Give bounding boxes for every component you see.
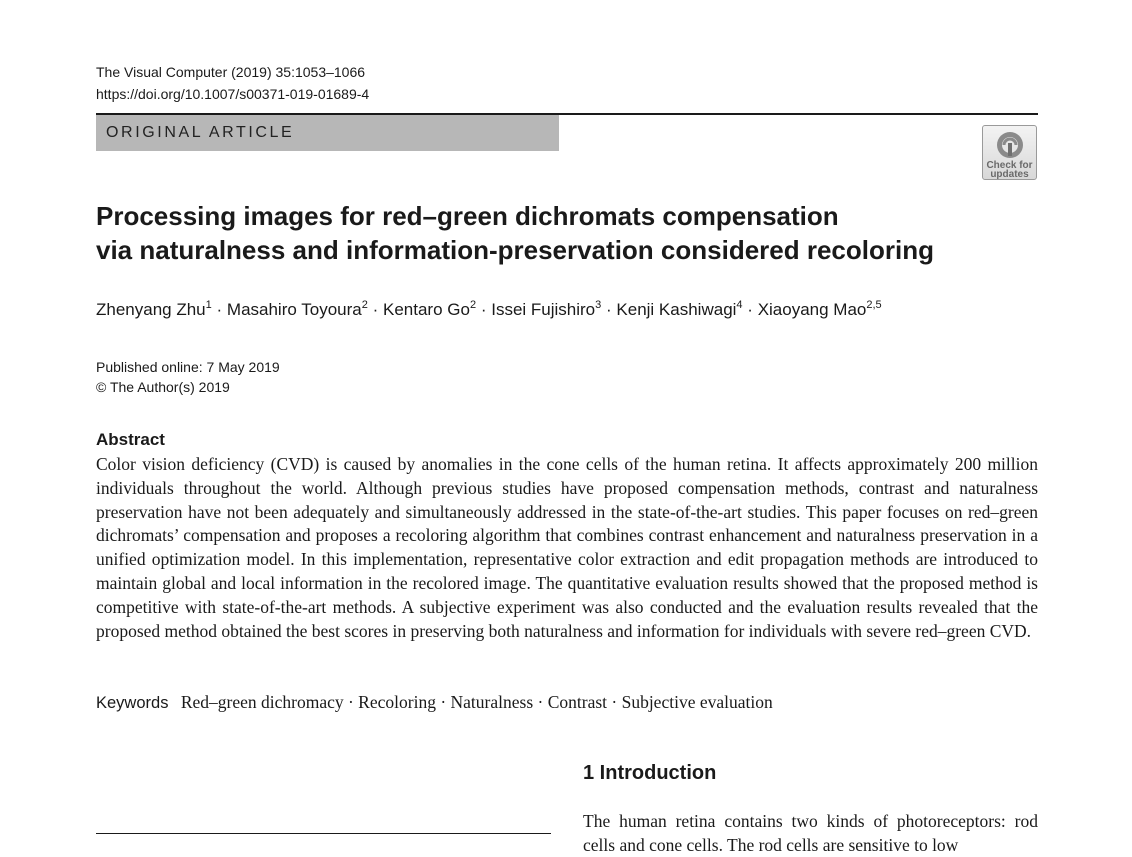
author-separator: · bbox=[606, 300, 612, 319]
abstract-text: Color vision deficiency (CVD) is caused by anomalies in the cone cells of the human retina. It affects approximately 200 million individuals throughout the world. Although previous studies have proposed compensation methods, contrast and naturalness preservation have not been adequately and simultaneously addressed in the state-of-the-art studies. This paper focuses on red–green dichromats’ compensation and proposes a recoloring algorithm that combines contrast enhancement and naturalness preservation in a unified optimization model. In this implementation, representative color extraction and edit propagation methods are introduced to maintain global and local information in the recolored image. The quantitative evaluation results showed that the proposed method is competitive with state-of-the-art methods. A subjective experiment was also conducted and the evaluation results revealed that the proposed method obtained the best scores in preserving both naturalness and information for individuals with severe red–green CVD. bbox=[96, 454, 1038, 641]
author[interactable]: Xiaoyang Mao$^{2,5}$ bbox=[757, 299, 882, 319]
author-separator: · bbox=[480, 300, 487, 319]
keywords-label: Keywords bbox=[96, 694, 169, 712]
article-type-banner: ORIGINAL ARTICLE bbox=[96, 115, 559, 151]
author[interactable]: Zhenyang Zhu$^1$ bbox=[96, 299, 212, 319]
keywords bbox=[96, 690, 773, 715]
section-heading-introduction: 1 Introduction bbox=[583, 762, 717, 784]
keywords-list: Red–green dichromacy · Recoloring · Naturalness · Contrast · Subjective evaluation bbox=[180, 692, 773, 712]
author[interactable]: Issei Fujishiro$^3$ bbox=[491, 299, 602, 319]
footnote-rule bbox=[96, 833, 551, 834]
check-for-updates-label: Check for updates bbox=[986, 160, 1033, 180]
author-separator: · bbox=[747, 300, 753, 319]
author[interactable]: Masahiro Toyoura$^2$ bbox=[226, 299, 368, 319]
doi-link[interactable]: https://doi.org/10.1007/s00371-019-01689-4 bbox=[96, 86, 370, 102]
author[interactable]: Kentaro Go$^2$ bbox=[383, 299, 477, 319]
check-for-updates-badge[interactable] bbox=[982, 125, 1037, 180]
published-date: Published online: 7 May 2019 bbox=[96, 359, 280, 375]
introduction-text: The human retina contains two kinds of photoreceptors: rod cells and cone cells. The rod cells are sensitive to low bbox=[583, 811, 1038, 855]
author-separator: · bbox=[372, 300, 379, 319]
abstract-heading: Abstract bbox=[96, 430, 165, 449]
author-list bbox=[96, 297, 882, 323]
author-separator: · bbox=[216, 300, 223, 319]
paper-title: Processing images for red–green dichromats compensation via naturalness and information-preservation considered recoloring bbox=[96, 201, 934, 265]
journal-info bbox=[96, 61, 369, 105]
publication-dates bbox=[96, 357, 280, 397]
check-for-updates-icon bbox=[995, 130, 1025, 160]
author[interactable]: Kenji Kashiwagi$^4$ bbox=[616, 299, 743, 319]
copyright: © The Author(s) 2019 bbox=[96, 379, 230, 395]
journal-citation: The Visual Computer (2019) 35:1053–1066 bbox=[96, 64, 366, 80]
